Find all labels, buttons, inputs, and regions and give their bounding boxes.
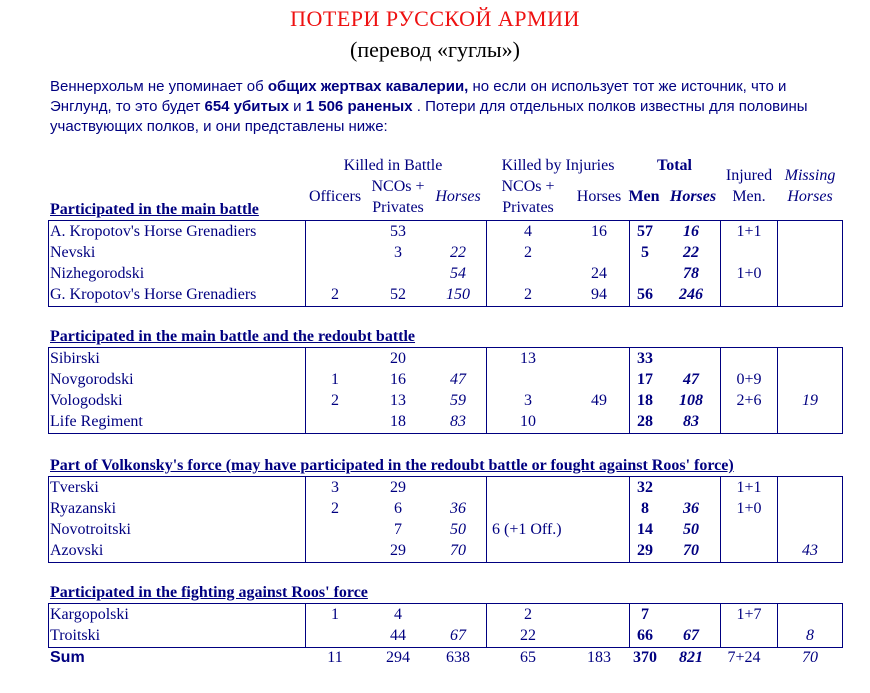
cell-khor: 49 — [591, 392, 607, 409]
cell-tmen: 29 — [637, 542, 653, 559]
cell-tmen: 66 — [637, 627, 653, 644]
cell-mis — [778, 604, 842, 625]
cell-inj — [721, 540, 777, 561]
cell-hor: 22 — [450, 244, 466, 261]
cell-knco: 6 (+1 Off.) — [492, 521, 562, 538]
cell-tmen: 8 — [641, 500, 649, 517]
regiment-name: Nizhegorodski — [50, 265, 145, 282]
cell-nco: 16 — [390, 371, 406, 388]
regiment-name: A. Kropotov's Horse Grenadiers — [50, 223, 257, 240]
cell-inj: 2+6 — [736, 392, 762, 409]
sum-cell-knco: 65 — [520, 649, 536, 666]
cell-knco — [487, 369, 569, 390]
cell-inj — [721, 519, 777, 540]
cell-nco: 4 — [394, 606, 402, 623]
cell-thor: 47 — [683, 371, 699, 388]
cell-thor: 50 — [683, 521, 699, 538]
regiment-name: Troitski — [50, 627, 101, 644]
sum-label: Sum — [50, 649, 85, 666]
section-title: Participated in the main battle — [50, 201, 259, 218]
header-kbi-horses: Horses — [576, 188, 622, 205]
header-kbi-ncos-l1: NCOs + — [501, 178, 555, 195]
cell-knco: 10 — [520, 413, 536, 430]
cell-off: 2 — [331, 286, 339, 303]
sum-cell-thor: 821 — [679, 649, 703, 666]
cell-nco: 7 — [394, 521, 402, 538]
table-row — [0, 604, 870, 625]
page-subtitle: (перевод «гуглы») — [350, 37, 520, 62]
sum-cell-nco: 294 — [386, 649, 410, 666]
header-kbi-ncos-l2: Privates — [502, 199, 554, 216]
table-row — [0, 625, 870, 646]
cell-knco: 22 — [520, 627, 536, 644]
cell-mis — [778, 498, 842, 519]
cell-hor — [430, 604, 486, 625]
cell-nco: 29 — [390, 542, 406, 559]
cell-khor — [569, 625, 629, 646]
cell-hor: 36 — [450, 500, 466, 517]
cell-khor — [569, 498, 629, 519]
intro-bold-1: общих жертвах кавалерии, — [267, 78, 469, 95]
regiment-name: Vologodski — [50, 392, 123, 409]
cell-mis — [778, 519, 842, 540]
cell-thor: 78 — [683, 265, 699, 282]
cell-mis: 43 — [802, 542, 818, 559]
cell-knco — [487, 263, 569, 284]
cell-nco: 3 — [394, 244, 402, 261]
regiment-name: Tverski — [50, 479, 99, 496]
cell-hor: 54 — [450, 265, 466, 282]
cell-knco — [487, 477, 569, 498]
cell-off — [305, 519, 365, 540]
cell-inj — [721, 284, 777, 305]
header-killed-by-injuries: Killed by Injuries — [501, 157, 615, 174]
cell-nco: 29 — [390, 479, 406, 496]
cell-thor — [662, 348, 720, 369]
intro-text-1: Веннерхольм не упоминает об — [50, 78, 268, 95]
header-injured-l1: Injured — [725, 167, 773, 184]
cell-off — [305, 411, 365, 432]
table-row — [0, 477, 870, 498]
cell-mis — [778, 221, 842, 242]
cell-tmen — [629, 263, 661, 284]
intro-text-3: и — [289, 98, 306, 115]
cell-mis — [778, 369, 842, 390]
cell-tmen: 14 — [637, 521, 653, 538]
section-title: Participated in the fighting against Roos' force — [50, 584, 368, 601]
cell-khor — [569, 411, 629, 432]
cell-thor: 67 — [683, 627, 699, 644]
cell-thor: 36 — [683, 500, 699, 517]
table-row — [0, 540, 870, 561]
intro-text-4: . Потери для отдельных полков известны для половины участвующих полков, и они представлены ниже: — [50, 98, 808, 135]
cell-hor: 59 — [450, 392, 466, 409]
cell-thor: 16 — [683, 223, 699, 240]
cell-hor — [430, 221, 486, 242]
cell-knco — [487, 540, 569, 561]
cell-off: 2 — [331, 392, 339, 409]
cell-nco: 18 — [390, 413, 406, 430]
section-title: Part of Volkonsky's force (may have participated in the redoubt battle or fought against Roos' force) — [50, 457, 734, 474]
regiment-name: Nevski — [50, 244, 96, 261]
header-total-men: Men — [628, 188, 660, 205]
regiment-name: Sibirski — [50, 350, 100, 367]
cell-khor — [569, 540, 629, 561]
cell-knco: 2 — [524, 244, 532, 261]
cell-inj: 1+0 — [736, 500, 762, 517]
cell-hor: 50 — [450, 521, 466, 538]
table-row — [0, 263, 870, 284]
sum-cell-inj: 7+24 — [727, 649, 761, 666]
cell-khor — [569, 369, 629, 390]
cell-off: 1 — [331, 606, 339, 623]
table-row — [0, 284, 870, 305]
cell-tmen: 5 — [641, 244, 649, 261]
regiment-name: Novgorodski — [50, 371, 134, 388]
sum-row — [0, 647, 870, 668]
sum-cell-khor: 183 — [587, 649, 611, 666]
cell-tmen: 17 — [637, 371, 653, 388]
regiment-name: Novotroitski — [50, 521, 131, 538]
cell-hor — [430, 477, 486, 498]
intro-text-2: но если он использует тот же источник, что и Энглунд, то это будет — [50, 78, 787, 115]
table-row — [0, 348, 870, 369]
cell-khor — [569, 477, 629, 498]
cell-knco — [487, 498, 569, 519]
cell-tmen: 33 — [637, 350, 653, 367]
regiment-name: Kargopolski — [50, 606, 129, 623]
intro-bold-wounded: 1 506 раненых — [305, 98, 413, 115]
cell-khor — [569, 242, 629, 263]
cell-thor — [662, 477, 720, 498]
cell-inj — [721, 625, 777, 646]
header-missing-l1: Missing — [784, 167, 836, 184]
cell-hor: 150 — [446, 286, 470, 303]
cell-khor — [569, 604, 629, 625]
header-officers: Officers — [308, 188, 362, 205]
cell-hor — [430, 348, 486, 369]
cell-nco: 13 — [390, 392, 406, 409]
cell-off: 1 — [331, 371, 339, 388]
cell-nco: 53 — [390, 223, 406, 240]
cell-hor: 67 — [450, 627, 466, 644]
cell-tmen: 57 — [637, 223, 653, 240]
cell-thor: 70 — [683, 542, 699, 559]
intro-paragraph — [50, 77, 850, 137]
cell-thor — [662, 604, 720, 625]
cell-mis — [778, 263, 842, 284]
header-total: Total — [657, 157, 692, 174]
cell-nco: 52 — [390, 286, 406, 303]
cell-thor: 22 — [683, 244, 699, 261]
cell-inj: 0+9 — [736, 371, 762, 388]
cell-off — [305, 221, 365, 242]
cell-tmen: 7 — [641, 606, 649, 623]
regiment-name: Ryazanski — [50, 500, 117, 517]
cell-hor: 83 — [450, 413, 466, 430]
cell-off — [305, 348, 365, 369]
cell-tmen: 32 — [637, 479, 653, 496]
cell-thor: 246 — [679, 286, 703, 303]
cell-mis: 8 — [806, 627, 814, 644]
cell-nco: 20 — [390, 350, 406, 367]
sum-cell-mis: 70 — [802, 649, 818, 666]
header-injured-l2: Men. — [732, 188, 766, 205]
table-row — [0, 369, 870, 390]
cell-khor — [569, 348, 629, 369]
header-missing-l2: Horses — [787, 188, 833, 205]
cell-off — [305, 263, 365, 284]
sum-cell-hor: 638 — [446, 649, 470, 666]
cell-nco: 6 — [394, 500, 402, 517]
cell-mis — [778, 477, 842, 498]
cell-knco: 2 — [524, 286, 532, 303]
table-row — [0, 498, 870, 519]
cell-off: 2 — [331, 500, 339, 517]
table-row — [0, 221, 870, 242]
cell-inj — [721, 411, 777, 432]
header-killed-in-battle: Killed in Battle — [343, 157, 443, 174]
cell-off — [305, 242, 365, 263]
cell-knco: 3 — [524, 392, 532, 409]
cell-mis — [778, 284, 842, 305]
cell-inj: 1+0 — [736, 265, 762, 282]
cell-mis — [778, 411, 842, 432]
intro-bold-killed: 654 убитых — [204, 98, 290, 115]
table-row — [0, 242, 870, 263]
cell-khor: 24 — [591, 265, 607, 282]
cell-knco: 4 — [524, 223, 532, 240]
cell-khor — [569, 519, 629, 540]
header-total-horses: Horses — [669, 188, 717, 205]
cell-tmen: 28 — [637, 413, 653, 430]
header-ncos-l2: Privates — [372, 199, 424, 216]
cell-nco: 44 — [390, 627, 406, 644]
cell-nco — [366, 263, 430, 284]
cell-knco: 2 — [524, 606, 532, 623]
cell-mis — [778, 348, 842, 369]
cell-inj: 1+1 — [736, 223, 762, 240]
header-horses: Horses — [435, 188, 481, 205]
cell-off — [305, 625, 365, 646]
cell-off: 3 — [331, 479, 339, 496]
cell-khor: 16 — [591, 223, 607, 240]
cell-off — [305, 540, 365, 561]
cell-thor: 83 — [683, 413, 699, 430]
header-ncos-l1: NCOs + — [371, 178, 425, 195]
cell-hor: 70 — [450, 542, 466, 559]
cell-tmen: 18 — [637, 392, 653, 409]
cell-inj: 1+7 — [736, 606, 762, 623]
sum-cell-off: 11 — [327, 649, 343, 666]
cell-mis: 19 — [802, 392, 818, 409]
cell-thor: 108 — [679, 392, 703, 409]
cell-knco: 13 — [520, 350, 536, 367]
page-title: ПОТЕРИ РУССКОЙ АРМИИ — [290, 6, 580, 31]
regiment-name: Life Regiment — [50, 413, 143, 430]
sum-cell-tmen: 370 — [633, 649, 657, 666]
cell-inj — [721, 348, 777, 369]
table-row — [0, 411, 870, 432]
table-row — [0, 519, 870, 540]
cell-inj: 1+1 — [736, 479, 762, 496]
cell-inj — [721, 242, 777, 263]
regiment-name: Azovski — [50, 542, 104, 559]
table-row — [0, 390, 870, 411]
cell-hor: 47 — [450, 371, 466, 388]
regiment-name: G. Kropotov's Horse Grenadiers — [50, 286, 257, 303]
cell-tmen: 56 — [637, 286, 653, 303]
cell-khor: 94 — [591, 286, 607, 303]
section-title: Participated in the main battle and the redoubt battle — [50, 328, 416, 345]
cell-mis — [778, 242, 842, 263]
